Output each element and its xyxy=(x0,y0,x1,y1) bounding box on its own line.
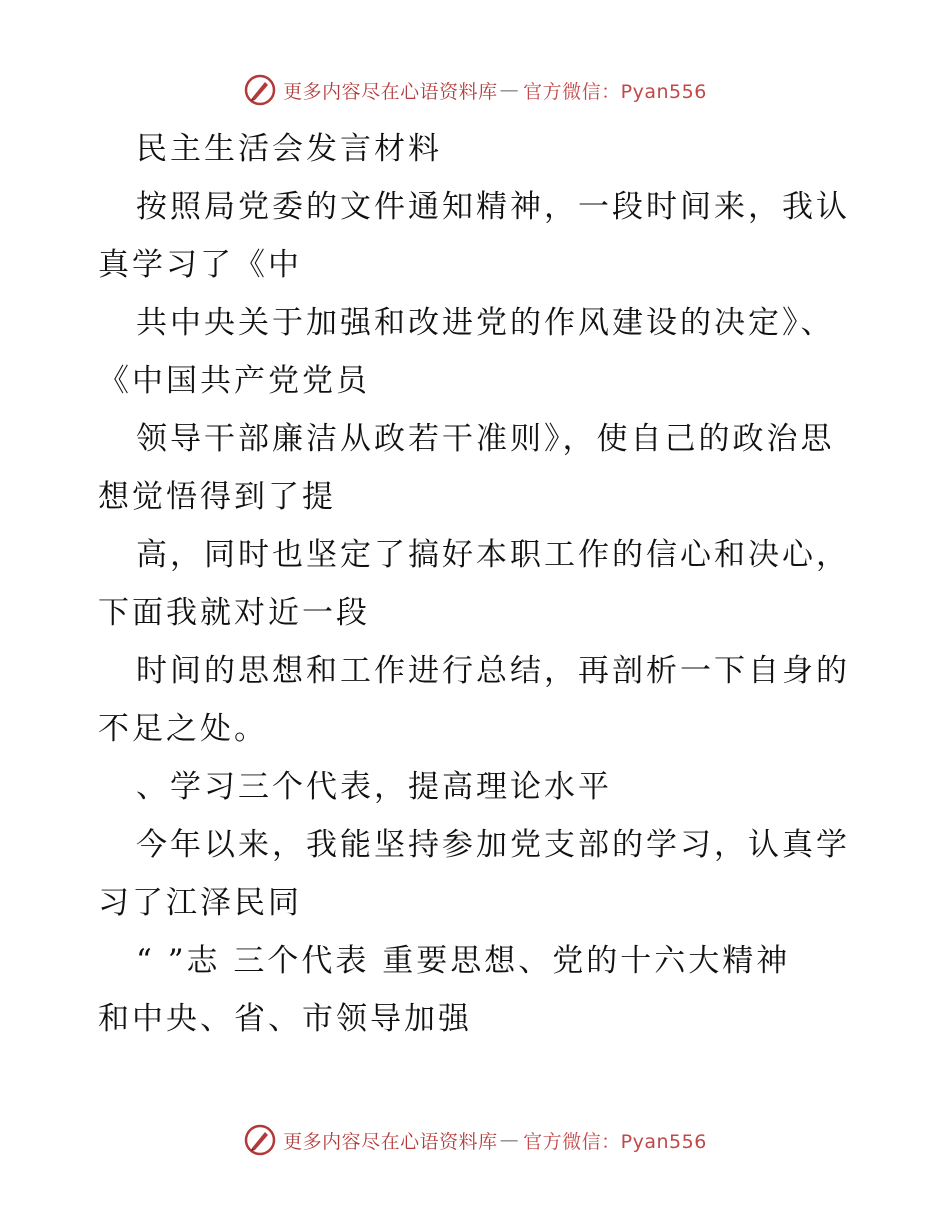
watermark-contact: 官方微信：Pyan556 xyxy=(523,1130,707,1153)
paragraph-line: 时间的思想和工作进行总结，再剖析一下自身的 xyxy=(136,653,850,689)
paragraph-line: 不足之处。 xyxy=(98,711,268,747)
paragraph-line: 按照局党委的文件通知精神，一段时间来，我认 xyxy=(136,189,850,225)
document-body xyxy=(98,120,858,1048)
paragraph-line: 真学习了《中 xyxy=(98,247,302,283)
watermark-separator: — xyxy=(499,79,520,101)
paragraph-line: 和中央、省、市领导加强 xyxy=(98,1001,472,1037)
paragraph-line: 《中国共产党党员 xyxy=(98,363,370,399)
paragraph-line: 想觉悟得到了提 xyxy=(98,479,336,515)
paragraph-line: 下面我就对近一段 xyxy=(98,595,370,631)
paragraph-line: 高，同时也坚定了搞好本职工作的信心和决心， xyxy=(136,537,850,573)
paragraph-line: 领导干部廉洁从政若干准则》，使自己的政治思 xyxy=(136,421,835,457)
watermark-contact: 官方微信：Pyan556 xyxy=(523,80,707,103)
quill-logo-icon xyxy=(243,73,277,107)
paragraph-line: 习了江泽民同 xyxy=(98,885,302,921)
footer-watermark xyxy=(0,1120,950,1160)
paragraph-line: 共中央关于加强和改进党的作风建设的决定》、 xyxy=(136,305,835,341)
section-heading: 、学习三个代表，提高理论水平 xyxy=(136,769,612,805)
quill-logo-icon xyxy=(243,1123,277,1157)
paragraph-line: “ ”志 三个代表 重要思想、党的十六大精神 xyxy=(136,943,791,979)
document-title: 民主生活会发言材料 xyxy=(136,131,442,167)
watermark-label: 更多内容尽在心语资料库 xyxy=(283,1130,498,1153)
paragraph-line: 今年以来，我能坚持参加党支部的学习，认真学 xyxy=(136,827,850,863)
header-watermark xyxy=(0,70,950,110)
watermark-label: 更多内容尽在心语资料库 xyxy=(283,80,498,103)
watermark-separator: — xyxy=(499,1129,520,1151)
